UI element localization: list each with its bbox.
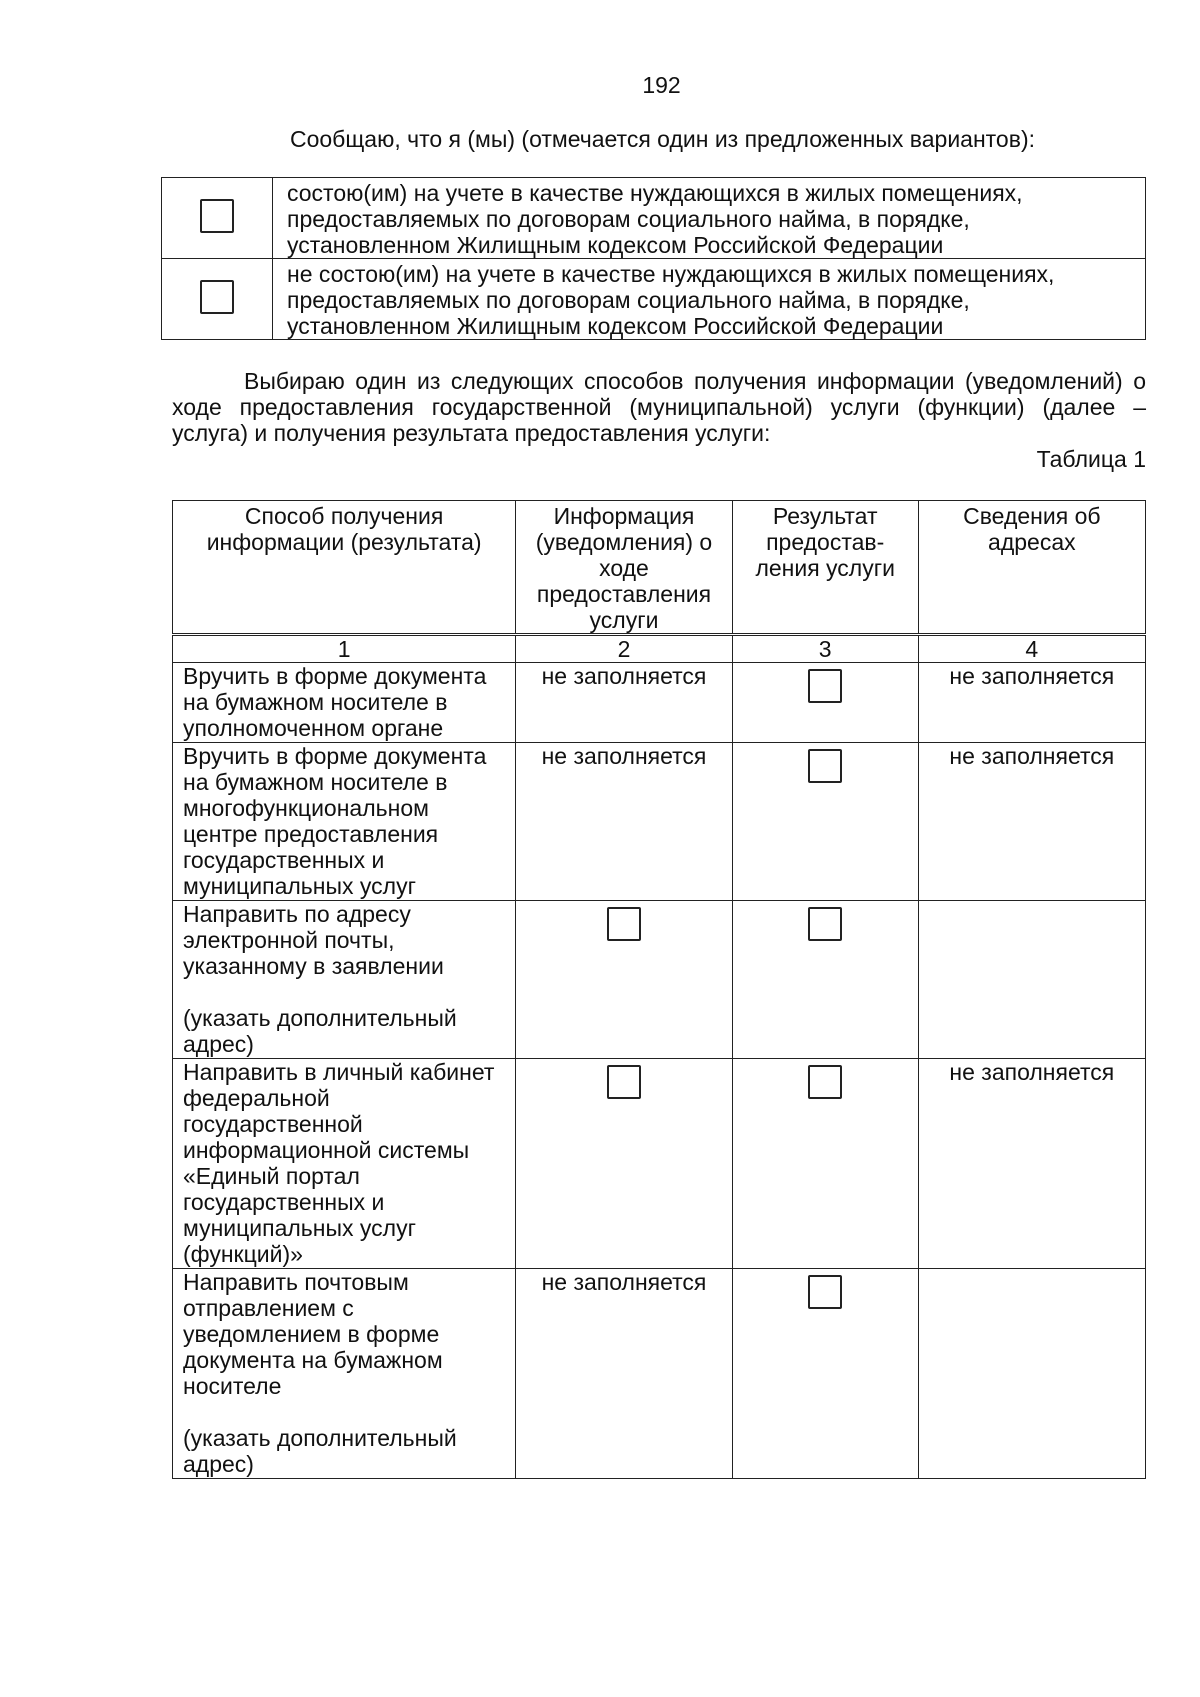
not-filled-text: не заполняется: [516, 663, 733, 743]
column-number: 4: [918, 635, 1145, 663]
table-row: [173, 743, 1146, 901]
result-checkbox[interactable]: [808, 749, 842, 783]
header-method: Способ получения информации (результата): [173, 501, 516, 635]
method-note: (указать дополнительный адрес): [183, 1005, 457, 1057]
checkbox-registered[interactable]: [200, 199, 234, 233]
result-checkbox[interactable]: [808, 1065, 842, 1099]
not-filled-text: не заполняется: [918, 1059, 1145, 1269]
intro-text: Сообщаю, что я (мы) (отмечается один из предложенных вариантов):: [289, 126, 1035, 152]
status-option-registered: [162, 178, 1146, 259]
table-label: Таблица 1: [1036, 446, 1146, 472]
method-text: Вручить в форме документа на бумажном носителе в уполномоченном органе: [173, 663, 516, 743]
method-text: Направить почтовым отправлением с уведомлением в форме документа на бумажном носителе: [183, 1269, 443, 1399]
status-option-text: не состою(им) на учете в качестве нуждающихся в жилых помещениях, предоставляемых по договорам социального найма, в порядке, установленном Жилищным кодексом Российской Федерации: [273, 259, 1146, 340]
method-paragraph: Выбираю один из следующих способов получения информации (уведомлений) о ходе предоставления государственной (муниципальной) услуги (функции) (далее – услуга) и получения результата предоставления услуги:: [172, 368, 1146, 446]
column-number-row: [173, 635, 1146, 663]
method-text: Вручить в форме документа на бумажном носителе в многофункциональном центре предоставления государственных и муниципальных услуг: [173, 743, 516, 901]
checkbox-not-registered[interactable]: [200, 280, 234, 314]
address-cell[interactable]: [918, 1269, 1145, 1479]
status-option-not-registered: [162, 259, 1146, 340]
result-checkbox[interactable]: [808, 669, 842, 703]
method-text: Направить по адресу электронной почты, указанному в заявлении: [183, 901, 444, 979]
method-note: (указать дополнительный адрес): [183, 1425, 457, 1477]
result-checkbox[interactable]: [808, 907, 842, 941]
header-info: Информация (уведомления) о ходе предоставления услуги: [516, 501, 733, 635]
table-row: [173, 663, 1146, 743]
column-number: 3: [732, 635, 918, 663]
header-result: Результат предостав-ления услуги: [732, 501, 918, 635]
info-checkbox[interactable]: [607, 1065, 641, 1099]
result-checkbox[interactable]: [808, 1275, 842, 1309]
not-filled-text: не заполняется: [918, 743, 1145, 901]
status-options-table: [161, 177, 1146, 340]
table-header-row: [173, 501, 1146, 635]
methods-table: [172, 500, 1146, 1479]
column-number: 2: [516, 635, 733, 663]
header-addresses: Сведения об адресах: [918, 501, 1145, 635]
column-number: 1: [173, 635, 516, 663]
address-cell[interactable]: [918, 901, 1145, 1059]
not-filled-text: не заполняется: [516, 1269, 733, 1479]
not-filled-text: не заполняется: [918, 663, 1145, 743]
page-number: 192: [642, 72, 681, 98]
table-row: [173, 1059, 1146, 1269]
table-row: [173, 901, 1146, 1059]
status-option-text: состою(им) на учете в качестве нуждающихся в жилых помещениях, предоставляемых по договорам социального найма, в порядке, установленном Жилищным кодексом Российской Федерации: [273, 178, 1146, 259]
table-row: [173, 1269, 1146, 1479]
info-checkbox[interactable]: [607, 907, 641, 941]
not-filled-text: не заполняется: [516, 743, 733, 901]
method-text: Направить в личный кабинет федеральной государственной информационной системы «Единый портал государственных и муниципальных услуг (функций)»: [173, 1059, 516, 1269]
